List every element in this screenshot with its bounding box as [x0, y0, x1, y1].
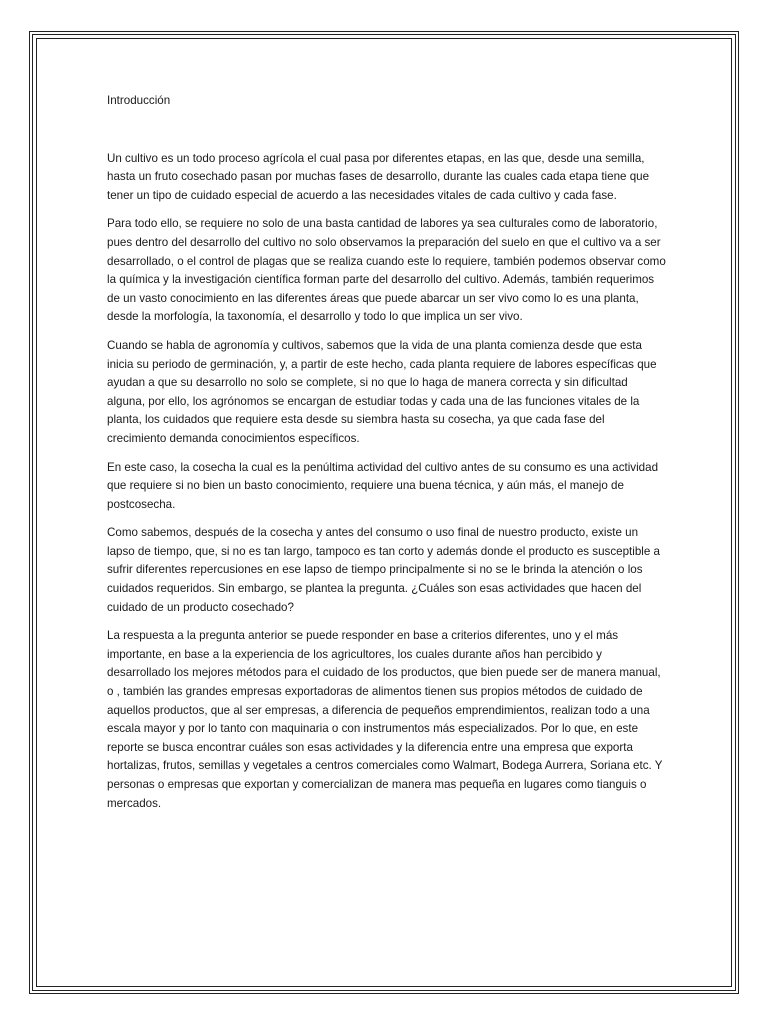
paragraph-4: En este caso, la cosecha la cual es la penúltima actividad del cultivo antes de su consumo es una actividad que requiere si no bien un basto conocimiento, requiere una buena técnica, y aún más, el manejo de postcosecha.	[107, 460, 659, 511]
paragraph-6: La respuesta a la pregunta anterior se puede responder en base a criterios diferentes, uno y el más importante, en base a la experiencia de los agricultores, los cuales durante años han percibido y desarrollado los mejores métodos para el cuidado de los productos, que bien puede ser de manera manual, o , también las grandes empresas exportadoras de alimentos tienen sus propios métodos de cuidado de aquellos productos, que al ser empresas, a diferencia de pequeños emprendimientos, realizan todo a una escala mayor y por lo tanto con maquinaria o con instrumentos más especializados. Por lo que, en este reporte se busca encontrar cuáles son esas actividades y la diferencia entre una empresa que exporta hortalizas, frutos, semillas y vegetales a centros comerciales como Walmart, Bodega Aurrera, Soriana etc. Y personas o empresas que exportan y comercializan de manera mas pequeña en lugares como tianguis o mercados.	[107, 629, 663, 810]
paragraph-1: Un cultivo es un todo proceso agrícola el cual pasa por diferentes etapas, en las que, desde una semilla, hasta un fruto cosechado pasan por muchas fases de desarrollo, durante las cuales cada etapa tiene que tener un tipo de cuidado especial de acuerdo a las necesidades vitales de cada cultivo y cada fase.	[107, 151, 650, 202]
paragraph-3: Cuando se habla de agronomía y cultivos, sabemos que la vida de una planta comienza desde que esta inicia su periodo de germinación, y, a partir de este hecho, cada planta requiere de labores específicas que ayudan a que su desarrollo no solo se complete, si no que lo haga de manera correcta y sin dificultad alguna, por ello, los agrónomos se encargan de estudiar todas y cada una de las funciones vitales de la planta, los cuidados que requiere esta desde su siembra hasta su cosecha, ya que cada fase del crecimiento demanda conocimientos específicos.	[107, 338, 657, 445]
paragraph-5: Como sabemos, después de la cosecha y antes del consumo o uso final de nuestro producto, existe un lapso de tiempo, que, si no es tan largo, tampoco es tan corto y además donde el producto es susceptible a sufrir diferentes repercusiones en ese lapso de tiempo principalmente si no se le brinda la atención o los cuidados requeridos. Sin embargo, se plantea la pregunta. ¿Cuáles son esas actividades que hacen del cuidado de un producto cosechado?	[107, 526, 660, 614]
document-title: Introducción	[107, 94, 171, 107]
document-body	[107, 92, 667, 823]
paragraph-2: Para todo ello, se requiere no solo de una basta cantidad de labores ya sea culturales como de laboratorio, pues dentro del desarrollo del cultivo no solo observamos la preparación del suelo en que el cultivo va a ser desarrollado, o el control de plagas que se realiza cuando este lo requiere, también podemos observar como la química y la investigación científica forman parte del desarrollo del cultivo. Además, también requerimos de un vasto conocimiento en las diferentes áreas que puede abarcar un ser vivo como lo es una planta, desde la morfología, la taxonomía, el desarrollo y todo lo que implica un ser vivo.	[107, 217, 666, 324]
